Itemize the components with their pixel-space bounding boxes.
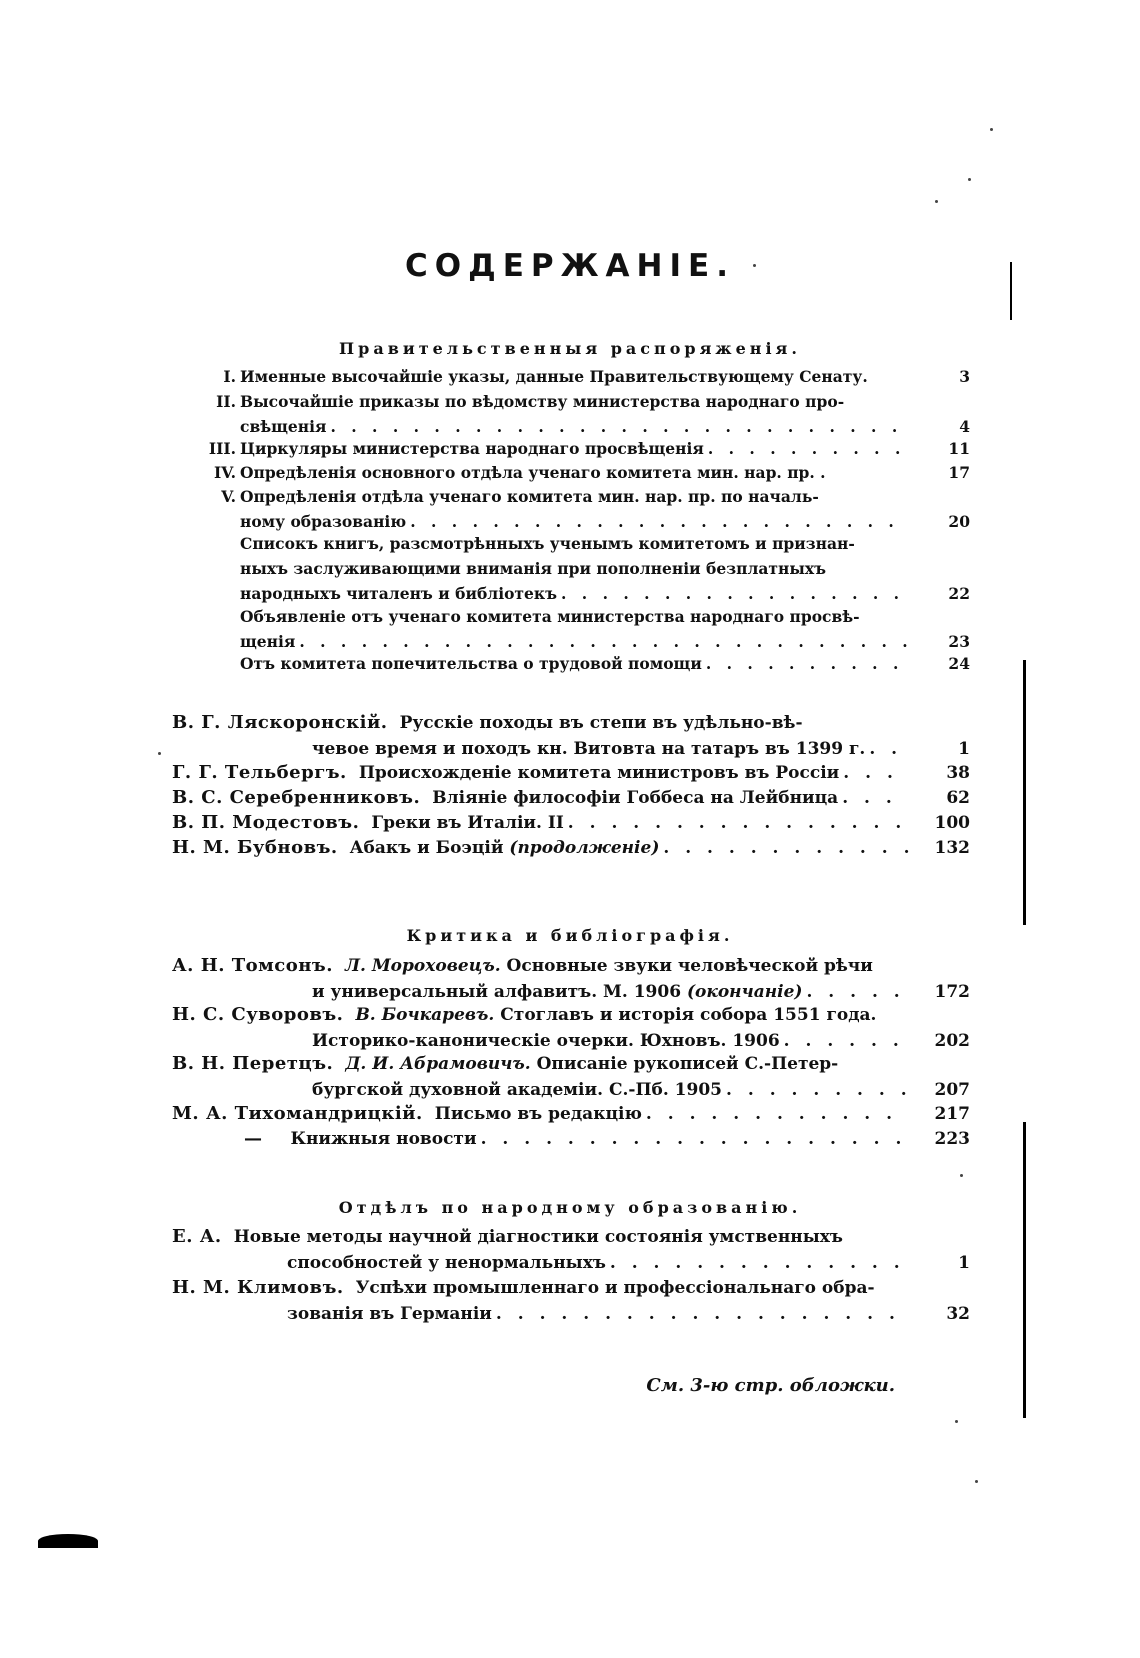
entry-page: 23 <box>948 632 970 651</box>
leader-dots <box>708 436 909 461</box>
scan-speck <box>158 752 161 755</box>
section-heading-education: Отдѣлъ по народному образованію. <box>338 1198 802 1217</box>
review-page: 217 <box>934 1104 970 1124</box>
entry-page: 17 <box>948 463 970 482</box>
article-author: В. П. Модестовъ. <box>172 812 360 833</box>
education-entry <box>172 1224 970 1276</box>
article-page: 1 <box>958 739 970 759</box>
article-author: В. Г. Ляскоронскій. <box>172 712 388 733</box>
education-title-cont: способностей у ненормальныхъ <box>287 1253 606 1273</box>
education-author: Е. А. <box>172 1226 222 1247</box>
article-author: В. С. Серебренниковъ. <box>172 787 421 808</box>
scan-speck <box>753 264 756 267</box>
reviewed-author: В. Бочкаревъ. <box>355 1005 495 1025</box>
entry-title: Отъ комитета попечительства о трудовой помощи <box>240 654 702 673</box>
article-title-cont: чевое время и походъ кн. Витовта на татаръ въ 1399 г. <box>312 739 866 759</box>
entry-page: 20 <box>948 512 970 531</box>
scan-speck <box>955 1420 958 1423</box>
review-title: Описаніе рукописей С.-Петер- <box>536 1054 839 1074</box>
review-title-cont: Историко-каноническіе очерки. Юхновъ. 1906 <box>312 1031 780 1051</box>
review-author: Н. С. Суворовъ. <box>172 1004 344 1025</box>
review-author: А. Н. Томсонъ. <box>172 955 333 976</box>
entry-number: V. <box>221 487 236 506</box>
review-author: М. А. Тихомандрицкій. <box>172 1103 423 1124</box>
gov-entry <box>190 531 970 606</box>
leader-dots <box>610 1250 909 1276</box>
gov-entry <box>190 460 970 485</box>
entry-title: Высочайшіе приказы по вѣдомству министерства народнаго про- <box>240 392 845 411</box>
leader-dots <box>561 581 909 606</box>
leader-dots <box>496 1301 909 1327</box>
leader-dots <box>726 1077 909 1103</box>
reviewed-author: Л. Мороховецъ. <box>344 956 501 976</box>
review-entry <box>172 1101 970 1127</box>
education-entry <box>172 1275 970 1327</box>
review-title: Основные звуки человѣческой рѣчи <box>506 956 873 976</box>
entry-page: 22 <box>948 584 970 603</box>
entry-title: Циркуляры министерства народнаго просвѣщенія <box>240 439 704 458</box>
article-page: 38 <box>946 763 970 783</box>
article-author: Н. М. Бубновъ. <box>172 837 338 858</box>
gov-entry <box>190 364 970 389</box>
entry-title: Списокъ книгъ, разсмотрѣнныхъ ученымъ комитетомъ и признан- <box>240 534 855 553</box>
leader-dots <box>646 1101 909 1127</box>
entry-page: 3 <box>959 367 970 386</box>
see-cover-note: См. 3-ю стр. обложки. <box>646 1375 895 1396</box>
review-title-cont: и универсальный алфавитъ. М. 1906 <box>312 982 682 1002</box>
review-entry <box>172 1002 970 1054</box>
review-title: Стоглавъ и исторія собора 1551 года. <box>500 1005 877 1025</box>
article-title: Русскіе походы въ степи въ удѣльно-вѣ- <box>399 713 803 733</box>
leader-dots <box>842 785 909 811</box>
gov-entry <box>190 436 970 461</box>
education-page: 32 <box>946 1304 970 1324</box>
gov-entry <box>190 604 970 654</box>
education-page: 1 <box>958 1253 970 1273</box>
entry-number: IV. <box>214 463 236 482</box>
review-page: 202 <box>934 1031 970 1051</box>
scan-margin-line <box>1023 1122 1026 1418</box>
entry-page: 24 <box>948 654 970 673</box>
leader-dots <box>568 810 909 836</box>
entry-title: Опредѣленія отдѣла ученаго комитета мин. нар. пр. по началь- <box>240 487 819 506</box>
review-author: В. Н. Перетцъ. <box>172 1053 334 1074</box>
review-entry <box>172 1126 970 1152</box>
article-entry <box>172 785 970 811</box>
entry-title: Именные высочайшіе указы, данные Правительствующему Сенату. <box>240 367 868 386</box>
entry-title-cont: свѣщенія <box>240 417 327 436</box>
article-page: 62 <box>946 788 970 808</box>
article-title: Абакъ и Боэцій <box>349 838 504 858</box>
section-heading-government: Правительственныя распоряженія. <box>339 339 801 358</box>
entry-title: Опредѣленія основного отдѣла ученаго комитета мин. нар. пр. . <box>240 463 826 482</box>
leader-dots <box>706 651 909 676</box>
scan-margin-line <box>1023 660 1026 925</box>
scan-margin-line <box>1010 262 1012 320</box>
article-author: Г. Г. Тельбергъ. <box>172 762 347 783</box>
education-title: Новые методы научной діагностики состоянія умственныхъ <box>233 1227 843 1247</box>
entry-title-cont: ному образованію <box>240 512 407 531</box>
article-title: Греки въ Италіи. II <box>371 813 564 833</box>
section-heading-criticism: Критика и библіографія. <box>406 926 734 945</box>
review-title: Письмо въ редакцію <box>434 1104 642 1124</box>
scan-speck <box>990 128 993 131</box>
entry-page: 4 <box>959 417 970 436</box>
review-page: 223 <box>934 1129 970 1149</box>
entry-title: Объявленіе отъ ученаго комитета министерства народнаго просвѣ- <box>240 607 860 626</box>
page-title: СОДЕРЖАНІЕ. <box>405 248 735 284</box>
gov-entry <box>190 651 970 676</box>
review-page: 207 <box>934 1080 970 1100</box>
gov-entry <box>190 389 970 439</box>
review-page: 172 <box>934 982 970 1002</box>
leader-dots <box>663 835 909 861</box>
entry-number: III. <box>208 439 236 458</box>
review-title-cont: бургской духовной академіи. С.-Пб. 1905 <box>312 1080 723 1100</box>
article-entry <box>172 710 970 762</box>
article-entry <box>172 835 970 861</box>
entry-title-cont: народныхъ читаленъ и библіотекъ <box>240 584 557 603</box>
entry-page: 11 <box>948 439 970 458</box>
education-title-cont: зованія въ Германіи <box>287 1304 492 1324</box>
review-title: Книжныя новости <box>290 1129 477 1149</box>
scan-speck <box>960 1174 963 1177</box>
entry-number: I. <box>223 367 236 386</box>
review-entry <box>172 953 970 1005</box>
leader-dots <box>481 1126 909 1152</box>
article-entry <box>172 810 970 836</box>
review-entry <box>172 1051 970 1103</box>
entry-title-cont: ныхъ заслуживающими вниманія при пополненіи безплатныхъ <box>240 559 827 578</box>
article-title: Происхожденіе комитета министровъ въ Россіи <box>358 763 840 783</box>
leader-dots <box>869 736 909 762</box>
article-title: Вліяніе философіи Гоббеса на Лейбница <box>432 788 839 808</box>
review-author: — <box>244 1128 263 1149</box>
reviewed-author: Д. И. Абрамовичъ. <box>345 1054 531 1074</box>
entry-title-cont: щенія <box>240 632 296 651</box>
entry-number: II. <box>216 392 236 411</box>
gov-entry <box>190 484 970 534</box>
scan-blot <box>38 1534 98 1548</box>
article-page: 100 <box>934 813 970 833</box>
scan-speck <box>968 178 971 181</box>
leader-dots <box>843 760 909 786</box>
article-note: (продолженіе) <box>509 838 660 858</box>
scan-speck <box>935 200 938 203</box>
article-entry <box>172 760 970 786</box>
scan-speck <box>975 1480 978 1483</box>
article-page: 132 <box>934 838 970 858</box>
education-author: Н. М. Климовъ. <box>172 1277 344 1298</box>
education-title: Успѣхи промышленнаго и профессіональнаго обра- <box>355 1278 875 1298</box>
review-note: (окончаніе) <box>686 982 803 1002</box>
